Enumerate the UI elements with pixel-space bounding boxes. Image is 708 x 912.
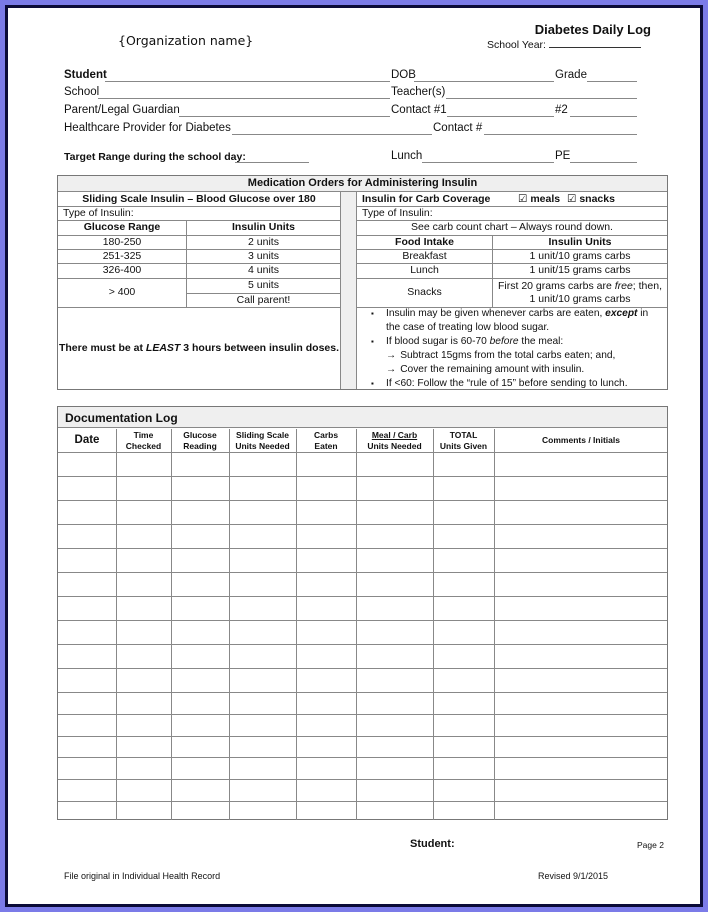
log-entry-cell[interactable] xyxy=(230,693,296,714)
log-entry-cell[interactable] xyxy=(434,525,494,548)
log-entry-cell[interactable] xyxy=(172,737,229,757)
log-entry-cell[interactable] xyxy=(172,573,229,596)
revision-date: Revised 9/1/2015 xyxy=(538,871,609,881)
log-entry-cell[interactable] xyxy=(357,573,433,596)
log-entry-cell[interactable] xyxy=(59,525,116,548)
log-entry-cell[interactable] xyxy=(434,453,494,476)
carb-insulin-units-header: Insulin Units xyxy=(548,236,612,249)
contact1-label: Contact #1 xyxy=(391,104,447,116)
log-entry-cell[interactable] xyxy=(59,780,116,801)
log-entry-cell[interactable] xyxy=(495,453,668,476)
log-entry-cell[interactable] xyxy=(117,597,171,620)
log-entry-cell[interactable] xyxy=(230,477,296,500)
log-entry-cell[interactable] xyxy=(117,669,171,692)
medication-orders-table xyxy=(57,175,668,390)
log-entry-cell[interactable] xyxy=(230,737,296,757)
log-entry-cell[interactable] xyxy=(59,549,116,572)
log-entry-cell[interactable] xyxy=(172,802,229,820)
log-column-header: TOTAL Units Given xyxy=(439,429,488,451)
log-entry-cell[interactable] xyxy=(117,780,171,801)
log-entry-cell[interactable] xyxy=(357,802,433,820)
school-input[interactable] xyxy=(98,98,390,99)
log-entry-cell[interactable] xyxy=(357,549,433,572)
contact2-label: #2 xyxy=(555,104,568,116)
log-entry-cell[interactable] xyxy=(230,549,296,572)
log-entry-cell[interactable] xyxy=(59,693,116,714)
student-row xyxy=(64,69,637,85)
log-entry-cell[interactable] xyxy=(230,780,296,801)
log-entry-cell[interactable] xyxy=(117,453,171,476)
log-entry-cell[interactable] xyxy=(172,693,229,714)
insulin-units-header: Insulin Units xyxy=(232,221,295,234)
log-entry-cell[interactable] xyxy=(172,621,229,644)
sliding-type-of-insulin: Type of Insulin: xyxy=(63,207,134,220)
log-entry-cell[interactable] xyxy=(357,758,433,779)
target-range-label: Target Range during the school day: xyxy=(64,151,246,163)
log-entry-cell[interactable] xyxy=(357,525,433,548)
target-range-input[interactable] xyxy=(235,162,309,163)
log-entry-cell[interactable] xyxy=(117,758,171,779)
log-entry-cell[interactable] xyxy=(230,802,296,820)
log-entry-cell[interactable] xyxy=(495,501,668,524)
lunch-input[interactable] xyxy=(422,162,554,163)
log-entry-cell[interactable] xyxy=(117,477,171,500)
lunch-label: Lunch xyxy=(391,150,423,162)
meals-option[interactable]: ☑ meals xyxy=(518,192,561,205)
food-intake-cell: Snacks xyxy=(407,286,442,299)
log-entry-cell[interactable] xyxy=(59,715,116,736)
log-entry-cell[interactable] xyxy=(59,669,116,692)
school-year-label: School Year: xyxy=(487,39,546,51)
dob-input[interactable] xyxy=(414,81,554,82)
log-entry-cell[interactable] xyxy=(297,669,356,692)
note-subitem: → Subtract 15gms from the total carbs eaten; and, xyxy=(386,350,616,361)
log-entry-cell[interactable] xyxy=(297,715,356,736)
log-column-header: Comments / Initials xyxy=(542,435,620,445)
pe-input[interactable] xyxy=(570,162,637,163)
log-entry-cell[interactable] xyxy=(434,715,494,736)
log-entry-cell[interactable] xyxy=(117,645,171,668)
log-column-header: Carbs Eaten xyxy=(313,429,339,451)
log-entry-cell[interactable] xyxy=(297,758,356,779)
log-entry-cell[interactable] xyxy=(495,549,668,572)
insulin-units-cell: 3 units xyxy=(248,250,279,263)
separator-column xyxy=(341,192,356,389)
log-entry-cell[interactable] xyxy=(59,573,116,596)
dose-interval-note: There must be at LEAST 3 hours between insulin doses. xyxy=(58,341,340,354)
footer-student-label: Student: xyxy=(410,838,455,850)
log-entry-cell[interactable] xyxy=(357,715,433,736)
log-entry-cell[interactable] xyxy=(495,737,668,757)
note-item: ▪ If <60: Follow the “rule of 15” before sending to lunch. xyxy=(371,378,628,389)
log-column-header: Sliding Scale Units Needed xyxy=(235,429,290,451)
student-label: Student xyxy=(64,69,107,81)
glucose-range-cell: 180-250 xyxy=(102,236,142,249)
log-entry-cell[interactable] xyxy=(297,597,356,620)
log-entry-cell[interactable] xyxy=(59,453,116,476)
dob-label: DOB xyxy=(391,69,416,81)
carb-chart-note: See carb count chart – Always round down. xyxy=(411,221,613,234)
bullet-icon: ▪ xyxy=(371,379,374,388)
call-parent-cell: Call parent! xyxy=(236,293,291,306)
teachers-input[interactable] xyxy=(446,98,637,99)
log-entry-cell[interactable] xyxy=(495,802,668,820)
parent-input[interactable] xyxy=(179,116,390,117)
log-entry-cell[interactable] xyxy=(230,645,296,668)
medication-orders-title: Medication Orders for Administering Insulin xyxy=(58,176,667,191)
log-entry-cell[interactable] xyxy=(434,597,494,620)
log-entry-cell[interactable] xyxy=(117,621,171,644)
log-entry-cell[interactable] xyxy=(434,645,494,668)
note-item: ▪ Insulin may be given whenever carbs are eaten, except in the case of treating low blood sugar. xyxy=(371,308,649,333)
log-entry-cell[interactable] xyxy=(117,693,171,714)
page-number: Page 2 xyxy=(637,840,664,850)
log-entry-cell[interactable] xyxy=(434,693,494,714)
log-entry-cell[interactable] xyxy=(357,737,433,757)
carb-notes-list xyxy=(364,307,669,391)
carb-type-of-insulin: Type of Insulin: xyxy=(362,207,433,220)
provider-label: Healthcare Provider for Diabetes xyxy=(64,122,231,134)
log-entry-cell[interactable] xyxy=(434,737,494,757)
log-entry-cell[interactable] xyxy=(59,477,116,500)
log-column-header: Date xyxy=(74,434,100,446)
log-entry-cell[interactable] xyxy=(357,669,433,692)
log-entry-cell[interactable] xyxy=(297,780,356,801)
log-entry-cell[interactable] xyxy=(434,549,494,572)
log-entry-cell[interactable] xyxy=(172,501,229,524)
log-entry-cell[interactable] xyxy=(357,597,433,620)
parent-label: Parent/Legal Guardian xyxy=(64,104,180,116)
provider-row xyxy=(64,122,637,138)
log-entry-cell[interactable] xyxy=(230,621,296,644)
grade-label: Grade xyxy=(555,69,587,81)
log-entry-cell[interactable] xyxy=(59,758,116,779)
log-entry-cell[interactable] xyxy=(357,621,433,644)
student-input[interactable] xyxy=(105,81,390,82)
log-entry-cell[interactable] xyxy=(59,802,116,820)
log-entry-cell[interactable] xyxy=(230,453,296,476)
log-entry-cell[interactable] xyxy=(117,573,171,596)
log-entry-cell[interactable] xyxy=(495,645,668,668)
arrow-right-icon: → xyxy=(386,350,397,361)
glucose-range-header: Glucose Range xyxy=(83,221,161,234)
log-entry-cell[interactable] xyxy=(434,758,494,779)
log-entry-cell[interactable] xyxy=(172,780,229,801)
bullet-icon: ▪ xyxy=(371,337,374,346)
carb-coverage-title: Insulin for Carb Coverage ☑ meals ☑ snacks xyxy=(362,192,615,205)
least-emphasis: LEAST xyxy=(145,341,181,354)
glucose-range-cell: 251-325 xyxy=(102,250,142,263)
school-year-field xyxy=(487,38,641,51)
log-entry-cell[interactable] xyxy=(297,549,356,572)
insulin-units-cell: 2 units xyxy=(248,236,279,249)
log-entry-cell[interactable] xyxy=(230,597,296,620)
log-entry-cell[interactable] xyxy=(230,715,296,736)
carb-units-cell: 1 unit/10 grams carbs xyxy=(529,250,631,263)
log-entry-cell[interactable] xyxy=(434,621,494,644)
target-row xyxy=(64,150,637,166)
log-entry-cell[interactable] xyxy=(117,715,171,736)
log-entry-cell[interactable] xyxy=(495,477,668,500)
log-entry-cell[interactable] xyxy=(297,501,356,524)
log-entry-cell[interactable] xyxy=(172,453,229,476)
log-column-header: Meal / Carb Units Needed xyxy=(367,429,422,451)
log-entry-cell[interactable] xyxy=(297,573,356,596)
log-entry-cell[interactable] xyxy=(117,501,171,524)
log-entry-cell[interactable] xyxy=(297,453,356,476)
school-row xyxy=(64,86,637,102)
insulin-units-cell: 4 units xyxy=(248,264,279,277)
log-entry-cell[interactable] xyxy=(297,737,356,757)
documentation-log-title: Documentation Log xyxy=(58,407,667,428)
log-entry-cell[interactable] xyxy=(230,758,296,779)
log-entry-cell[interactable] xyxy=(59,645,116,668)
log-entry-cell[interactable] xyxy=(117,549,171,572)
log-entry-cell[interactable] xyxy=(297,477,356,500)
log-entry-cell[interactable] xyxy=(172,477,229,500)
contact2-input[interactable] xyxy=(570,116,637,117)
log-entry-cell[interactable] xyxy=(297,645,356,668)
log-entry-cell[interactable] xyxy=(59,501,116,524)
log-entry-cell[interactable] xyxy=(495,758,668,779)
log-entry-cell[interactable] xyxy=(357,693,433,714)
food-intake-header: Food Intake xyxy=(395,236,454,249)
school-year-input[interactable] xyxy=(549,38,641,48)
log-entry-cell[interactable] xyxy=(357,501,433,524)
documentation-log-table xyxy=(57,406,668,820)
snacks-checkbox-icon[interactable]: ☑ xyxy=(567,192,577,205)
log-entry-cell[interactable] xyxy=(495,573,668,596)
log-entry-cell[interactable] xyxy=(117,802,171,820)
log-entry-cell[interactable] xyxy=(230,525,296,548)
log-entry-cell[interactable] xyxy=(297,525,356,548)
log-entry-cell[interactable] xyxy=(434,477,494,500)
log-entry-cell[interactable] xyxy=(172,525,229,548)
contact1-input[interactable] xyxy=(447,116,554,117)
log-entry-cell[interactable] xyxy=(59,737,116,757)
pe-label: PE xyxy=(555,150,571,162)
organization-name: {Organization name} xyxy=(118,33,254,48)
food-intake-cell: Lunch xyxy=(410,264,439,277)
log-entry-cell[interactable] xyxy=(495,597,668,620)
log-entry-cell[interactable] xyxy=(495,780,668,801)
carb-units-cell: 1 unit/15 grams carbs xyxy=(529,264,631,277)
log-entry-cell[interactable] xyxy=(495,525,668,548)
grade-input[interactable] xyxy=(587,81,637,82)
sliding-scale-title: Sliding Scale Insulin – Blood Glucose over 180 xyxy=(82,192,316,205)
log-entry-cell[interactable] xyxy=(357,477,433,500)
log-entry-cell[interactable] xyxy=(434,669,494,692)
log-entry-cell[interactable] xyxy=(495,621,668,644)
log-column-header: Glucose Reading xyxy=(183,429,217,451)
log-entry-cell[interactable] xyxy=(172,645,229,668)
log-entry-cell[interactable] xyxy=(495,693,668,714)
log-entry-cell[interactable] xyxy=(117,737,171,757)
log-entry-cell[interactable] xyxy=(172,669,229,692)
log-entry-cell[interactable] xyxy=(357,645,433,668)
file-note: File original in Individual Health Record xyxy=(64,871,221,881)
log-entry-cell[interactable] xyxy=(357,453,433,476)
log-entry-cell[interactable] xyxy=(172,758,229,779)
insulin-units-cell: 5 units xyxy=(248,279,279,292)
log-entry-cell[interactable] xyxy=(434,573,494,596)
log-column-header: Time Checked xyxy=(125,429,162,451)
log-entry-cell[interactable] xyxy=(357,780,433,801)
log-entry-cell[interactable] xyxy=(230,669,296,692)
teachers-label: Teacher(s) xyxy=(391,86,446,98)
log-entry-cell[interactable] xyxy=(495,715,668,736)
glucose-range-cell: > 400 xyxy=(108,286,136,299)
log-entry-cell[interactable] xyxy=(297,802,356,820)
arrow-right-icon: → xyxy=(386,364,397,375)
provider-contact-label: Contact # xyxy=(433,122,483,134)
log-entry-cell[interactable] xyxy=(59,621,116,644)
provider-input[interactable] xyxy=(232,134,432,135)
log-entry-cell[interactable] xyxy=(172,597,229,620)
parent-row xyxy=(64,104,637,120)
bullet-icon: ▪ xyxy=(371,309,374,318)
carb-units-cell: First 20 grams carbs are free; then, 1 unit/10 grams carbs xyxy=(498,279,662,305)
log-entry-cell[interactable] xyxy=(172,549,229,572)
log-entry-cell[interactable] xyxy=(117,525,171,548)
log-entry-cell[interactable] xyxy=(297,693,356,714)
provider-contact-input[interactable] xyxy=(484,134,637,135)
log-entry-cell[interactable] xyxy=(230,501,296,524)
meals-checkbox-icon[interactable]: ☑ xyxy=(518,192,528,205)
glucose-range-cell: 326-400 xyxy=(102,264,142,277)
note-item: ▪ If blood sugar is 60-70 before the meal: xyxy=(371,336,564,347)
document-title: Diabetes Daily Log xyxy=(534,22,651,37)
note-subitem: → Cover the remaining amount with insulin. xyxy=(386,364,585,375)
log-entry-cell[interactable] xyxy=(434,802,494,820)
log-entry-cell[interactable] xyxy=(172,715,229,736)
log-entry-cell[interactable] xyxy=(59,597,116,620)
log-entry-cell[interactable] xyxy=(434,501,494,524)
log-entry-cell[interactable] xyxy=(495,669,668,692)
log-entry-cell[interactable] xyxy=(297,621,356,644)
school-label: School xyxy=(64,86,100,98)
snacks-option[interactable]: ☑ snacks xyxy=(567,192,615,205)
food-intake-cell: Breakfast xyxy=(402,250,447,263)
log-entry-cell[interactable] xyxy=(434,780,494,801)
log-entry-cell[interactable] xyxy=(230,573,296,596)
